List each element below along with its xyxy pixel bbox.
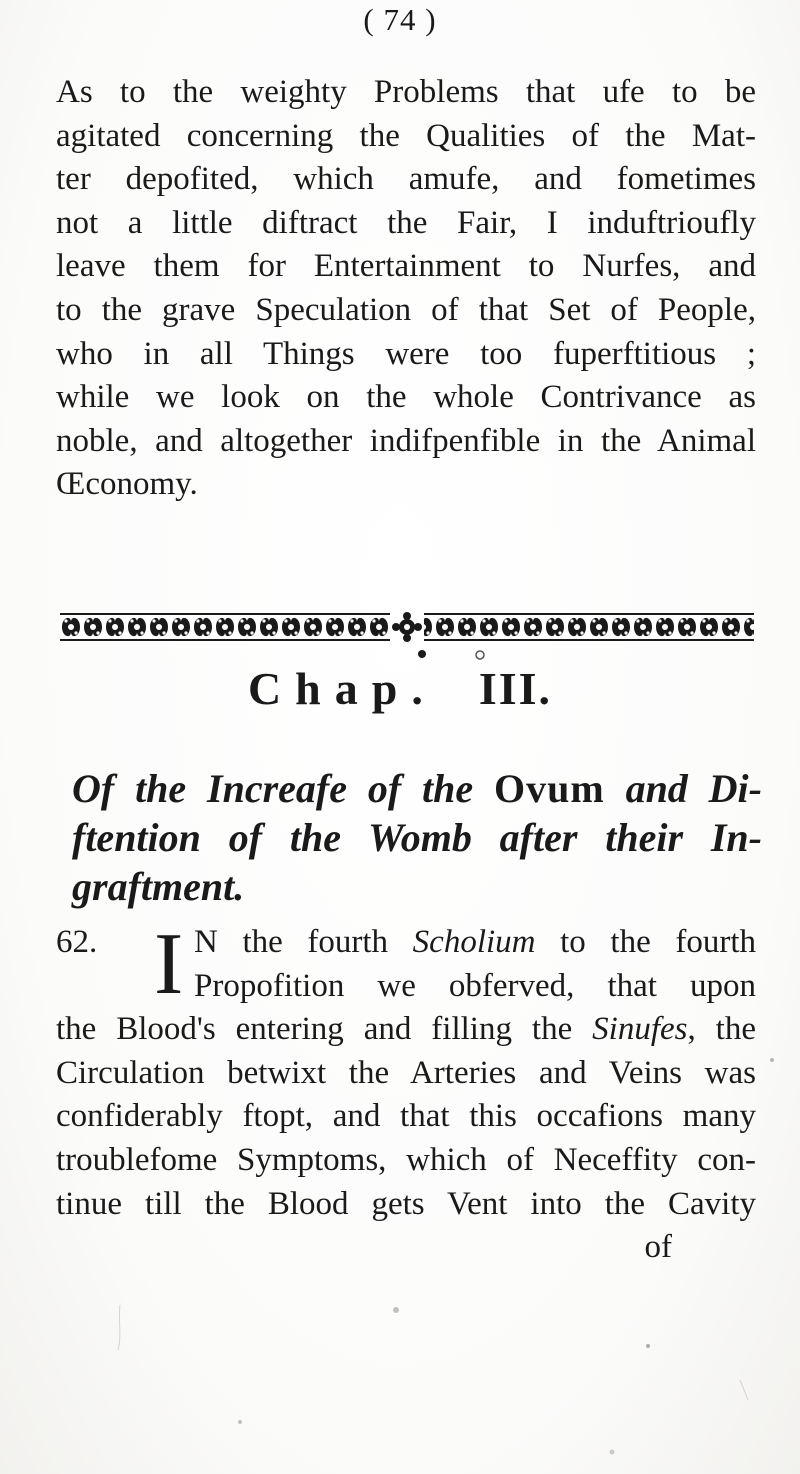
chapter-label: Chap. [247,663,437,714]
text-line: noble, and altogether indifpenfible in the Animal [56,422,756,459]
text-italic: Sinufes [592,1011,688,1048]
ornament-center-flower [392,612,422,642]
text-line: troublefome Symptoms, which of Neceffity con- [56,1141,756,1178]
drop-cap: I [154,916,184,1013]
title-ovum: Ovum [494,766,605,811]
catchword: of [644,1229,672,1266]
paragraph-economy [56,71,756,507]
text-line: ter depofited, which amufe, and fometimes [56,161,756,198]
text-span: the Blood's entering and filling the [56,1011,593,1048]
section-opening [56,916,756,1013]
paragraph-section-62 [56,916,756,1270]
text-line: As to the weighty Problems that ufe to be [56,74,756,110]
title-text: Of the Increafe of the [72,766,495,811]
text-line: to the grave Speculation of that Set of People, [56,291,756,328]
text-line: not a little diftract the Fair, I induftrioufly [56,204,756,241]
page-number: ( 74 ) [363,2,437,37]
text-line: tinue till the Blood gets Vent into the Cavity [56,1185,756,1222]
text-line: Circulation betwixt the Arteries and Veins was [56,1054,756,1091]
text-line: while we look on the whole Contrivance as [56,379,756,416]
printers-ornament-band [60,612,754,642]
text-line: Propofition we obferved, that upon [194,967,756,1004]
text-line [56,1008,756,1052]
section-number: 62. [56,924,98,960]
text-line [194,921,756,965]
title-text: and Di- [604,766,762,811]
text-line: who in all Things were too fuperftitious ; [56,335,756,372]
text-line: agitated concerning the Qualities of the Mat- [56,117,756,154]
ornament-dots [0,646,800,662]
chapter-heading [0,662,800,715]
text-span: N the fourth [194,924,413,960]
text-line: leave them for Entertainment to Nurfes, and [56,248,756,285]
chapter-number: III. [478,663,553,714]
text-line: Œconomy. [56,466,198,503]
text-italic: Scholium [412,924,536,960]
text-span: to the fourth [535,924,756,960]
chapter-title-line [72,764,762,813]
text-line: confiderably ftopt, and that this occafions many [56,1098,756,1135]
chapter-title-line: ftention of the Womb after their In- [72,815,762,860]
chapter-title-line: graftment. [72,864,245,909]
chapter-title [72,764,762,911]
text-span: , the [687,1011,756,1048]
